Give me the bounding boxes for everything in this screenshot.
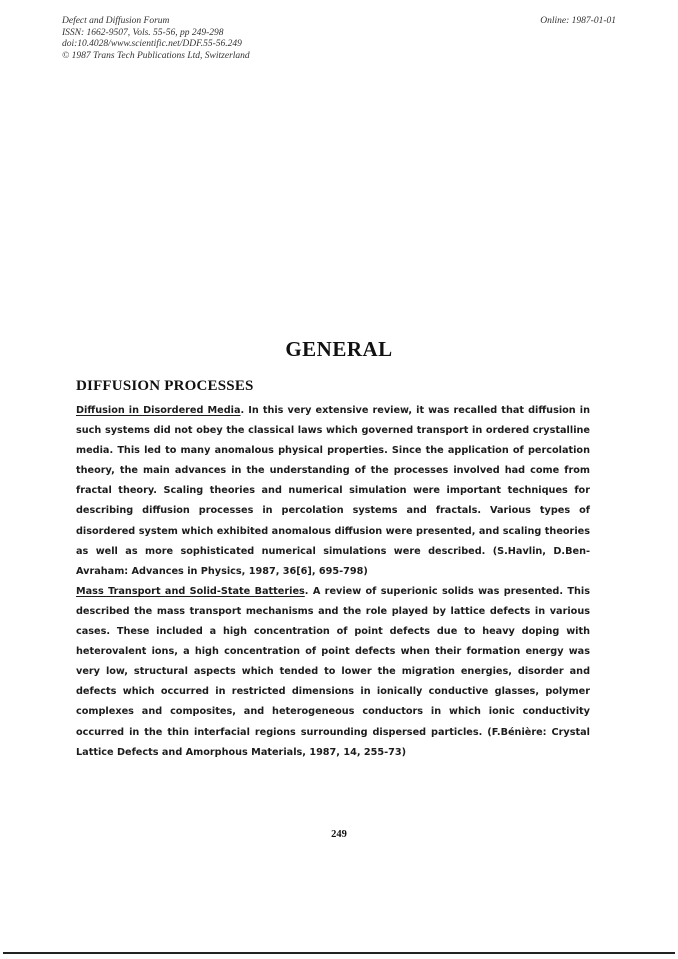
subsection-title: DIFFUSION PROCESSES	[76, 378, 254, 394]
footer-rule	[3, 952, 675, 954]
abstract-text: . In this very extensive review, it was recalled that diffusion in such systems did not obey the classical laws which governed transport in ordered crystalline media. This led to many anomalous physical properties. Since the application of percolation theory, the main advances in the understanding of the processes involved had come from fractal theory. Scaling theories and numerical simulation were important techniques for describing diffusion processes in percolation systems and fractals. Various types of disordered system which exhibited anomalous diffusion were presented, and scaling theories as well as more sophisticated numerical simulations were described. (S.Havlin, D.Ben-Avraham: Advances in Physics, 1987, 36[6], 695-798)	[76, 405, 590, 577]
online-date: Online: 1987-01-01	[540, 16, 616, 26]
journal-header	[62, 16, 250, 62]
issn-line: ISSN: 1662-9507, Vols. 55-56, pp 249-298	[62, 27, 224, 38]
abstracts-body	[76, 401, 590, 763]
section-title: GENERAL	[285, 337, 393, 361]
doi-line: doi:10.4028/www.scientific.net/DDF.55-56.249	[62, 39, 242, 49]
abstract-title: Diffusion in Disordered Media	[76, 405, 241, 416]
journal-name: Defect and Diffusion Forum	[62, 16, 170, 26]
abstract-text: . A review of superionic solids was presented. This described the mass transport mechanisms and the role played by lattice defects in various cases. These included a high concentration of point defects due to heavy doping with heterovalent ions, a high concentration of point defects when their formation energy was very low, structural aspects which tended to lower the migration energies, disorder and defects which occurred in restricted dimensions in ionically conductive glasses, polymer complexes and composites, and heterogeneous conductors in which ionic conductivity occurred in the thin interfacial regions surrounding dispersed particles. (F.Bénière: Crystal Lattice Defects and Amorphous Materials, 1987, 14, 255-73)	[76, 585, 590, 758]
abstract-title: Mass Transport and Solid-State Batteries	[76, 585, 305, 597]
abstract-paragraph	[76, 401, 590, 582]
page-number: 249	[331, 829, 347, 840]
copyright-line: © 1987 Trans Tech Publications Ltd, Switzerland	[62, 50, 250, 61]
abstract-paragraph	[76, 582, 590, 763]
